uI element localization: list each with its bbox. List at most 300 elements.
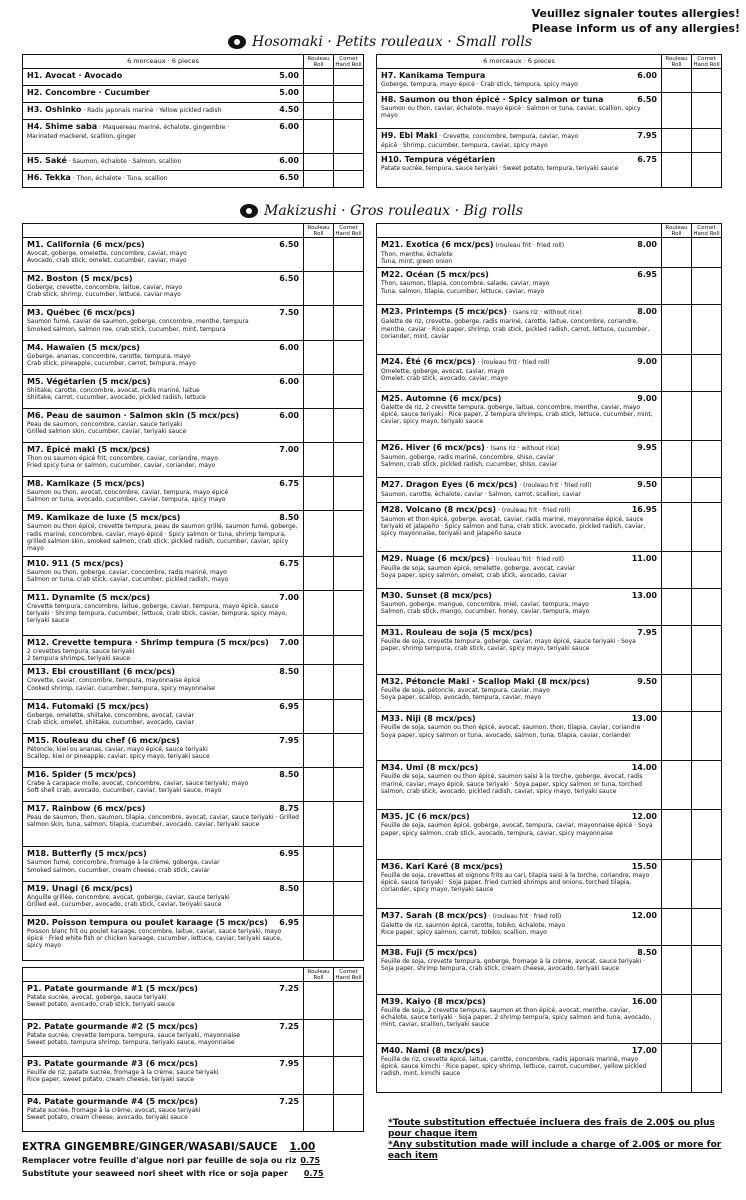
menu-item-top: [381, 357, 657, 368]
menu-item-name-wrap: [381, 394, 501, 404]
menu-item-description: Pétoncle, kiwi ou ananas, caviar, mayo épicé, sauce teriyaki Scallop, kiwi or pineapple, caviar, spicy mayo, teriyaki sauce: [27, 745, 210, 760]
hand-roll-checkbox[interactable]: [333, 443, 363, 476]
menu-item-top: [27, 667, 299, 677]
menu-item: [23, 1095, 363, 1132]
roll-checkbox[interactable]: [303, 409, 333, 442]
hand-roll-checkbox[interactable]: [333, 341, 363, 374]
menu-item-name-wrap: [27, 593, 150, 603]
menu-item-top: [381, 240, 657, 251]
menu-item-name-wrap: [27, 559, 123, 569]
menu-item-description: Goberge, ananas, concombre, carotte, tempura, mayo Crab stick, pineapple, cucumber, carrot, tempura, mayo: [27, 352, 196, 367]
roll-checkbox[interactable]: [661, 712, 691, 760]
hand-roll-checkbox[interactable]: [333, 171, 363, 187]
menu-item-top: [27, 702, 299, 712]
roll-checkbox[interactable]: [303, 375, 333, 408]
menu-item-text: [377, 238, 661, 267]
menu-item-name-wrap: [381, 1046, 484, 1056]
menu-item-top: [381, 480, 657, 491]
roll-checkbox[interactable]: [303, 700, 333, 733]
hand-roll-checkbox[interactable]: [333, 768, 363, 801]
hand-roll-checkbox[interactable]: [333, 636, 363, 664]
roll-checkbox[interactable]: [303, 557, 333, 590]
menu-item-note: · (sans riz · without rice): [507, 309, 582, 317]
hand-roll-checkbox[interactable]: [333, 272, 363, 305]
menu-item-price: 13.00: [631, 714, 657, 724]
hand-roll-checkbox[interactable]: [333, 154, 363, 170]
roll-checkbox[interactable]: [303, 306, 333, 339]
menu-item-top: [27, 804, 299, 814]
menu-item-name-wrap: [27, 240, 145, 250]
roll-checkbox[interactable]: [661, 441, 691, 477]
menu-item-top: [381, 1046, 657, 1056]
menu-item-description: Saumon ou thon épicé, crevette tempura, peau de saumon grillé, saumon fumé, goberge, radis mariné, concombre, caviar, mayo épicé · Spicy salmon or tuna, shrimp tempura, grilled salmon skin, smoked salmon, crab stick, pickled radish, cucumber, caviar, spicy mayo: [27, 523, 298, 552]
hand-roll-checkbox[interactable]: [333, 882, 363, 915]
roll-checkbox[interactable]: [661, 153, 691, 188]
menu-item-description: Anguille grillée, concombre, avocat, goberge, caviar, sauce teriyaki Grilled eel, cucumber, avocado, crab stick, caviar, teriyaki sauce: [27, 893, 230, 908]
roll-checkbox[interactable]: [661, 552, 691, 588]
menu-item-name: M39. Kaiyo (8 mcx/pcs): [381, 996, 486, 1006]
hosomaki-title: [228, 34, 532, 50]
menu-item-price: 6.00: [279, 342, 299, 352]
roll-checkbox[interactable]: [661, 503, 691, 551]
hand-roll-checkbox[interactable]: [691, 478, 721, 502]
menu-item-name: M12. Crevette tempura · Shrimp tempura (5 mcx/pcs): [27, 638, 269, 648]
menu-item-description: Saumon fumé, caviar de saumon, goberge, concombre, menthe, tempura Smoked salmon, salmon roe, crab stick, cucumber, mint, tempura: [27, 318, 249, 333]
allergy-notice: [532, 6, 740, 36]
menu-item-top: [381, 95, 657, 105]
menu-item: [23, 154, 363, 171]
menu-item-top: [27, 770, 299, 780]
hand-roll-checkbox[interactable]: [691, 153, 721, 188]
menu-item-description: Peau de saumon, concombre, caviar, sauce teriyaki Grilled salmon skin, cucumber, caviar, teriyaki sauce: [27, 420, 187, 436]
hand-roll-checkbox[interactable]: [691, 392, 721, 440]
menu-item-price: 8.50: [279, 513, 299, 523]
roll-checkbox[interactable]: [303, 665, 333, 698]
roll-checkbox[interactable]: [661, 626, 691, 674]
hand-roll-checkbox[interactable]: [333, 306, 363, 339]
menu-item-price: 7.25: [279, 1021, 299, 1031]
menu-item-top: [27, 71, 299, 81]
menu-item-note: · (rouleau frit · fried roll): [496, 506, 571, 514]
menu-item: [23, 171, 363, 187]
allergy-en: Please inform us of any allergies!: [531, 22, 740, 35]
extra-ginger-label: EXTRA GINGEMBRE/GINGER/WASABI/SAUCE: [22, 1141, 278, 1153]
roll-checkbox[interactable]: [303, 847, 333, 880]
menu-item-name-wrap: [27, 71, 122, 81]
roll-checkbox[interactable]: [661, 69, 691, 92]
roll-checkbox[interactable]: [661, 675, 691, 711]
extra-replace-en-price: 0.75: [303, 1169, 324, 1178]
menu-item-name: M25. Automne (6 mcx/pcs): [381, 393, 502, 403]
menu-item-text: [377, 995, 661, 1043]
menu-item-price: 8.00: [637, 307, 657, 317]
menu-item-note: · Saumon, échalote · Salmon, scallion: [66, 157, 182, 165]
menu-item-description: Marinated mackerel, scallion, ginger: [27, 133, 137, 141]
menu-item-text: [23, 802, 303, 846]
menu-item-price: 6.75: [279, 558, 299, 568]
menu-item-name-wrap: [381, 240, 564, 251]
roll-checkbox[interactable]: [303, 103, 333, 119]
menu-item-description: Galette de riz, saumon épicé, carotte, tobiko, échalote, mayo Rice paper, spicy salmon, carrot, tobiko, scallion, mayo: [381, 921, 566, 936]
menu-item-top: [381, 131, 657, 142]
hand-roll-checkbox[interactable]: [333, 120, 363, 152]
menu-item-text: [377, 93, 661, 128]
menu-item-name: M5. Végétarien (5 mcx/pcs): [27, 376, 151, 386]
menu-item: [377, 238, 721, 268]
makizushi-table-right: [376, 223, 722, 1093]
menu-item-description: Peau de saumon, thon, saumon, tilapia, concombre, avocat, caviar, sauce teriyaki · Grilled salmon skin, tuna, salmon, tilapia, cucumber, avocado, caviar, teriyaki sauce: [27, 814, 299, 829]
menu-item: [23, 557, 363, 591]
hand-roll-checkbox[interactable]: [333, 1020, 363, 1057]
hand-roll-checkbox[interactable]: [333, 557, 363, 590]
roll-checkbox[interactable]: [303, 1095, 333, 1132]
menu-item-name: H5. Saké: [27, 155, 67, 165]
menu-item-price: 16.00: [631, 996, 657, 1006]
menu-item-text: [377, 503, 661, 551]
menu-item-text: [377, 129, 661, 152]
roll-checkbox[interactable]: [661, 1044, 691, 1092]
hand-roll-checkbox[interactable]: [691, 305, 721, 353]
menu-item: [23, 802, 363, 847]
roll-checkbox[interactable]: [303, 238, 333, 271]
menu-item-price: 7.25: [279, 1096, 299, 1106]
menu-item: [377, 860, 721, 909]
roll-checkbox[interactable]: [303, 69, 333, 85]
menu-item: [23, 341, 363, 375]
roll-checkbox[interactable]: [303, 636, 333, 664]
roll-checkbox[interactable]: [661, 761, 691, 809]
menu-item-name-wrap: [381, 948, 477, 958]
extra-replace-fr-price: 0.75: [300, 1156, 321, 1165]
roll-checkbox[interactable]: [661, 392, 691, 440]
hand-roll-checkbox[interactable]: [691, 503, 721, 551]
menu-item: [23, 511, 363, 556]
roll-checkbox[interactable]: [303, 1057, 333, 1094]
menu-item: [377, 153, 721, 188]
hand-roll-checkbox[interactable]: [691, 69, 721, 92]
roll-checkbox[interactable]: [661, 589, 691, 625]
menu-item-description: Crabe à carapace molle, avocat, concombre, caviar, sauce teriyaki, mayo Soft shell crab, avocado, cucumber, caviar, teriyaki sauce, mayo: [27, 779, 249, 795]
menu-item-description: Thon ou saumon épicé frit, concombre, caviar, coriandre, mayo Fried spicy tuna or salmon, cucumber, caviar, coriander, mayo: [27, 455, 218, 470]
hand-roll-checkbox[interactable]: [333, 1057, 363, 1094]
substitution-notes: [388, 1118, 722, 1162]
menu-item-name: P4. Patate gourmande #4 (5 mcx/pcs): [27, 1096, 198, 1106]
menu-item-name-wrap: [381, 505, 570, 516]
menu-item-price: 7.00: [279, 592, 299, 602]
table-header: [23, 968, 363, 982]
hand-roll-checkbox[interactable]: [691, 441, 721, 477]
roll-checkbox[interactable]: [303, 272, 333, 305]
menu-item-price: 9.50: [637, 677, 657, 687]
menu-item-top: [381, 394, 657, 404]
menu-item-name: M27. Dragon Eyes (6 mcx/pcs): [381, 479, 518, 489]
hand-roll-checkbox[interactable]: [333, 238, 363, 271]
menu-item-name: M26. Hiver (6 mcx/pcs): [381, 442, 485, 452]
roll-checkbox[interactable]: [303, 768, 333, 801]
menu-item-price: 6.00: [279, 376, 299, 386]
menu-item-price: 16.95: [631, 504, 657, 514]
menu-item: [377, 675, 721, 712]
menu-item-price: 6.00: [637, 71, 657, 80]
roll-checkbox[interactable]: [303, 734, 333, 767]
roll-checkbox[interactable]: [303, 154, 333, 170]
menu-item-text: [377, 69, 661, 92]
hand-roll-checkbox[interactable]: [333, 982, 363, 1019]
menu-item-price: 6.50: [279, 240, 299, 249]
menu-item: [377, 810, 721, 859]
sushi-icon: [228, 35, 246, 49]
hand-roll-checkbox[interactable]: [691, 93, 721, 128]
menu-item-name: M30. Sunset (8 mcx/pcs): [381, 591, 492, 601]
menu-item-description: Feuille de soja, pétoncle, avocat, tempura, caviar, mayo Soya paper, scallop, avocado, tempura, caviar, mayo: [381, 687, 550, 702]
menu-item-price: 15.50: [631, 861, 657, 871]
hand-roll-checkbox[interactable]: [333, 375, 363, 408]
roll-checkbox[interactable]: [661, 305, 691, 353]
menu-item-price: 8.00: [637, 240, 657, 249]
hand-roll-checkbox[interactable]: [691, 355, 721, 391]
makizushi-title: [240, 203, 523, 219]
roll-checkbox[interactable]: [303, 171, 333, 187]
menu-item: [23, 768, 363, 802]
menu-item: [377, 626, 721, 675]
menu-item-text: [377, 355, 661, 391]
menu-item-description: Saumon et thon épicé, goberge, avocat, caviar, radis mariné, mayonnaise épicé, sauce teriyaki et jalapeño · Spicy salmon and tuna, crab stick, avocado, pickled radish, caviar, spicy mayonnaise, teriyaki and jalapeño sauce: [381, 515, 646, 538]
menu-item-name-wrap: [27, 173, 167, 184]
menu-item-name: M15. Rouleau du chef (6 mcx/pcs): [27, 735, 180, 745]
menu-item-price: 6.00: [279, 155, 299, 165]
menu-item-name-wrap: [27, 918, 268, 928]
hand-roll-checkbox[interactable]: [691, 589, 721, 625]
sushi-icon: [240, 204, 258, 218]
menu-item-text: [23, 882, 303, 915]
menu-item-text: [23, 916, 303, 960]
roll-checkbox[interactable]: [303, 341, 333, 374]
menu-item-name-wrap: [381, 763, 478, 773]
menu-item-description: Saumon, goberge, mangue, concombre, miel, caviar, tempura, mayo Salmon, crab stick, mango, cucumber, honey, caviar, tempura, mayo: [381, 601, 590, 616]
menu-item-name: M22. Océan (5 mcx/pcs): [381, 270, 489, 280]
menu-item-text: [23, 847, 303, 880]
menu-item-name-wrap: [381, 71, 485, 81]
menu-item-text: [23, 511, 303, 555]
menu-item-text: [377, 909, 661, 945]
menu-item-name-wrap: [381, 480, 592, 491]
menu-item-name: M2. Boston (5 mcx/pcs): [27, 274, 133, 284]
menu-item-name: M33. Niji (8 mcx/pcs): [381, 714, 476, 724]
hand-roll-checkbox[interactable]: [333, 665, 363, 698]
menu-item-name-wrap: [381, 714, 476, 724]
table-header: [377, 224, 721, 238]
menu-item-description: Poisson blanc frit ou poulet karaage, concombre, laitue, caviar, sauce teriyaki, mayo épicé · Fried white fish or chicken karaage, cucumber, lettuce, caviar, teriyaki sauce, spicy mayo: [27, 927, 282, 950]
menu-rows: [23, 69, 363, 187]
menu-item-name-wrap: [381, 554, 564, 565]
hand-roll-checkbox[interactable]: [333, 103, 363, 119]
menu-item-text: [23, 768, 303, 801]
menu-item-text: [377, 268, 661, 304]
hand-roll-checkbox[interactable]: [333, 802, 363, 846]
menu-item-name-wrap: [381, 997, 486, 1007]
menu-item-name-wrap: [381, 862, 503, 872]
menu-item-price: 9.50: [637, 479, 657, 489]
menu-item-text: [23, 375, 303, 408]
roll-checkbox[interactable]: [661, 268, 691, 304]
hand-roll-checkbox[interactable]: [333, 69, 363, 85]
menu-item-top: [381, 307, 657, 318]
hand-roll-checkbox[interactable]: [333, 477, 363, 510]
hand-roll-checkbox[interactable]: [691, 626, 721, 674]
roll-checkbox[interactable]: [303, 802, 333, 846]
menu-item-price: 6.95: [279, 701, 299, 711]
menu-item-name: M11. Dynamite (5 mcx/pcs): [27, 592, 151, 602]
roll-checkbox[interactable]: [303, 86, 333, 102]
menu-item: [377, 441, 721, 478]
hand-roll-checkbox[interactable]: [333, 916, 363, 960]
menu-item-price: 7.95: [637, 628, 657, 638]
hand-roll-checkbox[interactable]: [691, 761, 721, 809]
hand-roll-checkbox[interactable]: [691, 129, 721, 152]
menu-item-name-wrap: [381, 628, 533, 638]
menu-item-text: [23, 591, 303, 635]
menu-item: [23, 306, 363, 340]
menu-item-name-wrap: [27, 274, 133, 284]
menu-item-note: · (sans riz · without rice): [484, 444, 560, 452]
menu-item-name: H6. Tekka: [27, 172, 71, 182]
hand-roll-checkbox[interactable]: [333, 734, 363, 767]
hand-roll-checkbox[interactable]: [333, 409, 363, 442]
menu-item-text: [23, 1095, 303, 1132]
hand-roll-checkbox[interactable]: [691, 995, 721, 1043]
menu-item-price: 9.95: [637, 442, 657, 452]
menu-item: [377, 69, 721, 93]
menu-item-text: [23, 1020, 303, 1057]
header-roll: Rouleau Roll: [303, 224, 333, 237]
menu-item: [23, 591, 363, 636]
header-pieces: [377, 224, 661, 237]
menu-item-text: [23, 306, 303, 339]
menu-item-name-wrap: [381, 95, 603, 105]
menu-item-name: M9. Kamikaze de luxe (5 mcx/pcs): [27, 513, 181, 523]
menu-item-top: [27, 308, 299, 318]
roll-checkbox[interactable]: [661, 860, 691, 908]
hand-roll-checkbox[interactable]: [691, 675, 721, 711]
hand-roll-checkbox[interactable]: [333, 847, 363, 880]
hand-roll-checkbox[interactable]: [691, 552, 721, 588]
hand-roll-checkbox[interactable]: [333, 86, 363, 102]
menu-item-text: [23, 409, 303, 442]
roll-checkbox[interactable]: [661, 238, 691, 267]
menu-item-top: [27, 479, 299, 489]
menu-item-text: [377, 761, 661, 809]
menu-rows: [23, 982, 363, 1131]
menu-item-name-wrap: [27, 702, 149, 712]
table-header: [23, 55, 363, 69]
header-pieces: [23, 224, 303, 237]
menu-item-price: 6.95: [279, 849, 299, 859]
hand-roll-checkbox[interactable]: [333, 1095, 363, 1132]
roll-checkbox[interactable]: [303, 477, 333, 510]
hand-roll-checkbox[interactable]: [691, 946, 721, 994]
menu-item-name: M34. Umi (8 mcx/pcs): [381, 763, 479, 773]
table-header: [377, 55, 721, 69]
hand-roll-checkbox[interactable]: [691, 268, 721, 304]
hand-roll-checkbox[interactable]: [691, 909, 721, 945]
header-roll: Rouleau Roll: [661, 224, 691, 237]
menu-item-text: [377, 626, 661, 674]
roll-checkbox[interactable]: [661, 946, 691, 994]
roll-checkbox[interactable]: [661, 909, 691, 945]
menu-item-top: [381, 155, 657, 165]
menu-item-name-wrap: [27, 884, 133, 894]
hand-roll-checkbox[interactable]: [691, 860, 721, 908]
menu-item-note: · (rouleau frit · fried roll): [489, 555, 564, 563]
roll-checkbox[interactable]: [661, 995, 691, 1043]
roll-checkbox[interactable]: [303, 982, 333, 1019]
roll-checkbox[interactable]: [303, 511, 333, 555]
menu-item-name-wrap: [27, 377, 151, 387]
menu-item-name-wrap: [27, 445, 150, 455]
menu-item-name: H10. Tempura végétarien: [381, 154, 496, 164]
roll-checkbox[interactable]: [661, 93, 691, 128]
roll-checkbox[interactable]: [661, 478, 691, 502]
menu-item-description: Crevette tempura, concombre, laitue, goberge, caviar, tempura, mayo épicé, sauce teriyaki · Shrimp tempura, cucumber, lettuce, crab stick, caviar, tempura, spicy mayo, teriyaki sauce: [27, 602, 288, 625]
hand-roll-checkbox[interactable]: [691, 810, 721, 858]
hand-roll-checkbox[interactable]: [691, 712, 721, 760]
menu-item-description: Saumon fumé, concombre, fromage à la crème, goberge, caviar Smoked salmon, cucumber, cream cheese, crab stick, caviar: [27, 859, 220, 874]
menu-item-description: Omelette, goberge, avocat, caviar, mayo Omelet, crab stick, avocado, caviar, mayo: [381, 367, 508, 382]
menu-item: [377, 946, 721, 995]
roll-checkbox[interactable]: [661, 129, 691, 152]
roll-checkbox[interactable]: [303, 443, 333, 476]
menu-item-top: [27, 105, 299, 116]
menu-item-name: M17. Rainbow (6 mcx/pcs): [27, 804, 146, 814]
menu-item-top: [381, 911, 657, 922]
menu-item-text: [23, 120, 303, 152]
extras-block: [22, 1140, 370, 1180]
menu-item-price: 11.00: [631, 553, 657, 563]
menu-item-description: Patate sucrée, tempura, sauce teriyaki · Sweet potato, tempura, teriyaki sauce: [381, 164, 619, 172]
header-hand-roll: Cornet Hand Roll: [333, 968, 363, 981]
menu-item-name-wrap: [27, 1097, 198, 1107]
menu-item-description: Feuille de soja, saumon ou thon épicé, avocat, saumon, thon, tilapia, caviar, coriandre · Soya paper, spicy salmon or tuna, avocado, salmon, tuna, tilapia, caviar, coriander: [381, 724, 645, 739]
roll-checkbox[interactable]: [303, 916, 333, 960]
roll-checkbox[interactable]: [661, 355, 691, 391]
menu-item-description: Patate sucrée, crevette tempura, tempura, sauce teriyaki, mayonnaise Sweet potato, tempura shrimp, tempura, teriyaki sauce, mayonnaise: [27, 1031, 240, 1046]
hand-roll-checkbox[interactable]: [691, 1044, 721, 1092]
menu-item-name: M24. Été (6 mcx/pcs): [381, 356, 476, 366]
menu-item: [377, 93, 721, 129]
menu-item-name: M29. Nuage (6 mcx/pcs): [381, 553, 490, 563]
hand-roll-checkbox[interactable]: [691, 238, 721, 267]
menu-item-description: Thon, saumon, tilapia, concombre, salade, caviar, mayo Tuna, salmon, tilapia, cucumber, lettuce, caviar, mayo: [381, 280, 550, 295]
menu-item-price: 6.00: [279, 122, 299, 132]
roll-checkbox[interactable]: [303, 882, 333, 915]
hand-roll-checkbox[interactable]: [333, 591, 363, 635]
hand-roll-checkbox[interactable]: [333, 700, 363, 733]
extra-replace-en-line: [22, 1167, 370, 1180]
menu-item-top: [27, 122, 299, 133]
menu-item-note: · Crevette, concombre, tempura, caviar, mayo: [437, 132, 579, 140]
menu-item-name: M7. Épicé maki (5 mcx/pcs): [27, 445, 150, 455]
header-hand-roll: Cornet Hand Roll: [691, 55, 721, 68]
menu-item: [23, 1020, 363, 1058]
hand-roll-checkbox[interactable]: [333, 511, 363, 555]
menu-item-price: 7.50: [279, 308, 299, 318]
roll-checkbox[interactable]: [303, 120, 333, 152]
menu-item-top: [27, 445, 299, 455]
roll-checkbox[interactable]: [661, 810, 691, 858]
menu-item-price: 7.95: [279, 1059, 299, 1068]
roll-checkbox[interactable]: [303, 1020, 333, 1057]
roll-checkbox[interactable]: [303, 591, 333, 635]
